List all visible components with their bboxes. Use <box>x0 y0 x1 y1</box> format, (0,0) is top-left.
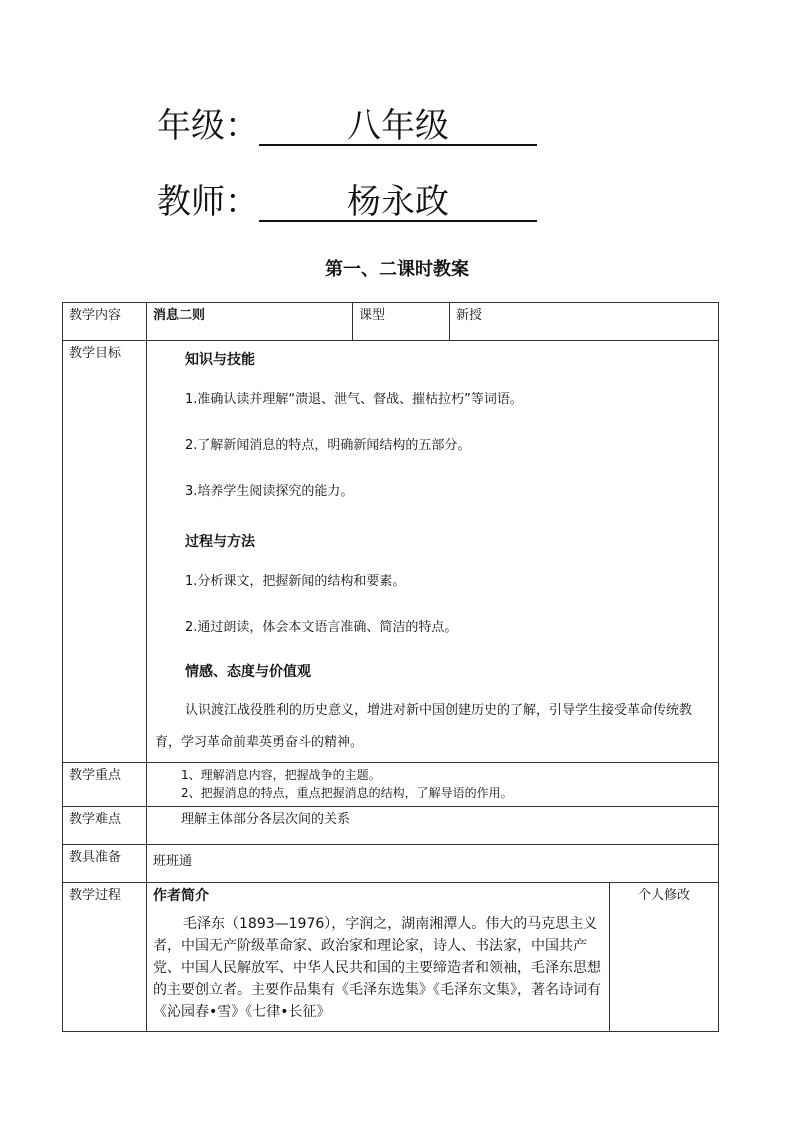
grade-label: 年级： <box>157 106 259 146</box>
difficulty-value: 理解主体部分各层次间的关系 <box>147 807 719 845</box>
goal-item: 1.准确认读并理解“溃退、泄气、督战、摧枯拉朽”等词语。 <box>185 392 523 407</box>
goals-heading-knowledge: 知识与技能 <box>185 352 255 368</box>
goals-cell <box>147 341 719 763</box>
key-points-row <box>63 763 719 807</box>
grade-value: 八年级 <box>259 106 537 146</box>
type-value: 新授 <box>450 303 719 341</box>
process-cell <box>147 883 610 1032</box>
goal-item: 1.分析课文，把握新闻的结构和要素。 <box>185 574 406 589</box>
content-row <box>63 303 719 341</box>
goal-paragraph: 认识渡江战役胜利的历史意义，增进对新中国创建历史的了解，引导学生接受革命传统教育，学习革命前辈英勇奋斗的精神。 <box>155 703 693 750</box>
process-heading: 作者简介 <box>153 888 209 904</box>
document-title: 第一、二课时教案 <box>325 259 469 280</box>
goals-row <box>63 341 719 763</box>
key-point-item: 1、理解消息内容，把握战争的主题。 <box>181 768 381 782</box>
grade-line <box>157 106 449 146</box>
tools-label: 教具准备 <box>63 845 147 883</box>
difficulty-label: 教学难点 <box>63 807 147 845</box>
goals-heading-method: 过程与方法 <box>185 534 255 550</box>
goal-item: 3.培养学生阅读探究的能力。 <box>185 484 354 499</box>
key-points-label: 教学重点 <box>63 763 147 807</box>
type-label: 课型 <box>353 303 450 341</box>
difficulty-row <box>63 807 719 845</box>
key-point-item: 2、把握消息的特点，重点把握消息的结构，了解导语的作用。 <box>181 786 513 800</box>
process-row <box>63 883 719 1032</box>
goals-heading-attitude: 情感、态度与价值观 <box>185 664 311 680</box>
tools-value: 班班通 <box>147 845 719 883</box>
content-label: 教学内容 <box>63 303 147 341</box>
teacher-line <box>157 182 449 222</box>
process-text: 毛泽东（1893—1976），字润之，湖南湘潭人。伟大的马克思主义者，中国无产阶级革命家、政治家和理论家，诗人、书法家，中国共产党、中国人民解放军、中华人民共和国的主要缔造者和领袖，毛泽东思想的主要创立者。主要作品集有《毛泽东选集》《毛泽东文集》，著名诗词有《沁园春•雪》《七律•长征》 <box>153 916 601 1020</box>
goal-item: 2.通过朗读，体会本文语言准确、简洁的特点。 <box>185 620 458 635</box>
goals-label: 教学目标 <box>63 341 147 763</box>
lesson-plan-table <box>62 302 719 1032</box>
teacher-label: 教师： <box>157 182 259 222</box>
process-label: 教学过程 <box>63 883 147 1032</box>
key-points-cell <box>147 763 719 807</box>
goal-item: 2.了解新闻消息的特点，明确新闻结构的五部分。 <box>185 438 471 453</box>
tools-row <box>63 845 719 883</box>
content-value: 消息二则 <box>147 303 353 341</box>
teacher-value: 杨永政 <box>259 182 537 222</box>
personal-modify-label: 个人修改 <box>610 883 719 1032</box>
